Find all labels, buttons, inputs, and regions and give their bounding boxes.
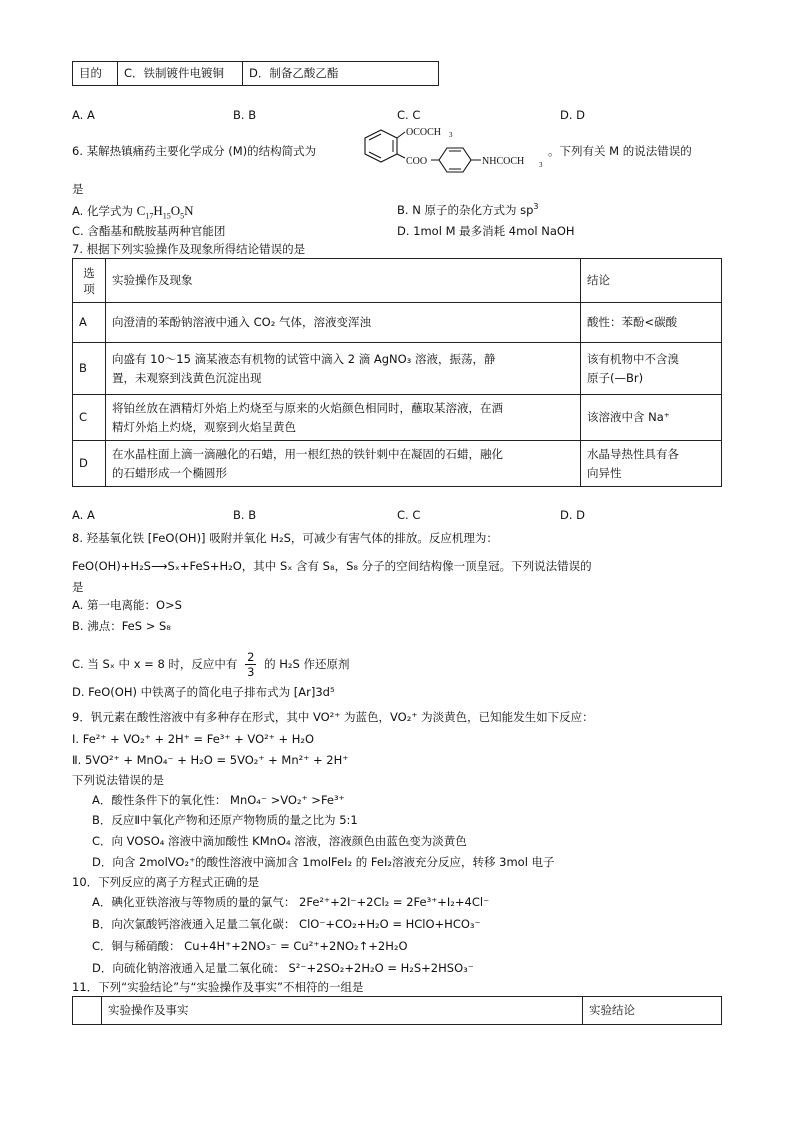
q6-option-b-sup: 3 <box>533 202 539 212</box>
q7-stem: 7. 根据下列实验操作及现象所得结论错误的是 <box>72 242 306 256</box>
q9-stem: 下列说法错误的是 <box>72 773 164 787</box>
structure-formula-m <box>345 124 555 182</box>
q10-option-c: C．铜与稀硝酸： Cu+4H⁺+2NO₃⁻ = Cu²⁺+2NO₂↑+2H₂O <box>92 939 408 953</box>
q7-row-c-op-line2: 精灯外焰上灼烧，观察到火焰呈黄色 <box>112 419 296 434</box>
q7-row-b-option: B <box>73 343 106 395</box>
q9-option-b: B．反应Ⅱ中氧化产物和还原产物物质的量之比为 5:1 <box>92 813 358 827</box>
q7-row-d-op-line1: 在水晶柱面上滴一滴融化的石蜡，用一根红热的铁针刺中在凝固的石蜡，融化 <box>112 446 503 461</box>
q9-reaction-1: Ⅰ. Fe²⁺ + VO₂⁺ + 2H⁺ = Fe³⁺ + VO²⁺ + H₂O <box>72 732 315 746</box>
q8-fraction-numerator: 2 <box>247 650 255 664</box>
q7-row-d-operation <box>106 441 581 487</box>
q8-line1: 8. 羟基氧化铁 [FeO(OH)] 吸附并氧化 H₂S，可减少有害气体的排放。反应机理为： <box>72 531 498 545</box>
q7-row-c-conclusion: 该溶液中含 Na⁺ <box>581 395 722 441</box>
q8-line3: 是 <box>72 580 84 594</box>
q10-option-b: B．向次氯酸钙溶液通入足量二氧化碳： ClO⁻+CO₂+H₂O = HClO+HCO₃⁻ <box>92 917 481 931</box>
top-table-cell-purpose: 目的 <box>73 62 118 86</box>
q6-option-d: D. 1mol M 最多消耗 4mol NaOH <box>397 224 575 238</box>
q7-row-c-option: C <box>73 395 106 441</box>
q7-row-b-con-line1: 该有机物中不含溴 <box>587 351 679 366</box>
q10-option-a: A．碘化亚铁溶液与等物质的量的氯气： 2Fe²⁺+2I⁻+2Cl₂ = 2Fe³⁺+I₂+4Cl⁻ <box>92 895 490 909</box>
q11-stem: 11．下列“实验结论”与“实验操作及事实”不相符的一组是 <box>72 980 364 994</box>
answer-c: C. C <box>397 108 421 122</box>
top-table <box>72 61 439 86</box>
q6-stem-part2: 。下列有关 M 的说法错误的 <box>548 144 692 158</box>
q7-row-d-option: D <box>73 441 106 487</box>
struct-sub-3: 3 <box>539 161 543 169</box>
q7-row-a-operation: 向澄清的苯酚钠溶液中通入 CO₂ 气体，溶液变浑浊 <box>106 303 581 343</box>
q7-header-conclusion: 结论 <box>581 259 722 303</box>
q11-header-conclusion: 实验结论 <box>583 997 722 1025</box>
q7-row-d-con-line2: 向异性 <box>587 465 622 480</box>
q11-table <box>72 996 722 1025</box>
answer-b-2: B. B <box>233 508 257 522</box>
answer-options-row-2 <box>0 508 794 524</box>
q7-row-b-op-line2: 置，未观察到浅黄色沉淀出现 <box>112 370 262 385</box>
q7-row-a-option: A <box>73 303 106 343</box>
q6-stem-part3: 是 <box>72 182 84 196</box>
q6-option-c: C. 含酯基和酰胺基两种官能团 <box>72 224 226 238</box>
q11-header-operation: 实验操作及事实 <box>102 997 583 1025</box>
q8-option-a: A. 第一电离能：O>S <box>72 598 182 612</box>
q7-row-d-conclusion <box>581 441 722 487</box>
q7-row-d-op-line2: 的石蜡形成一个椭圆形 <box>112 465 227 480</box>
q7-header-option <box>73 259 106 303</box>
q7-header-operation: 实验操作及现象 <box>106 259 581 303</box>
answer-d-2: D. D <box>560 508 586 522</box>
struct-label-coo: COO <box>406 156 428 167</box>
q9-option-c: C．向 VOSO₄ 溶液中滴加酸性 KMnO₄ 溶液，溶液颜色由蓝色变为淡黄色 <box>92 834 467 848</box>
answer-d: D. D <box>560 108 586 122</box>
top-table-cell-d: D．制备乙酸乙酯 <box>243 62 439 86</box>
answer-options-row <box>0 108 794 124</box>
q8-option-b: B. 沸点：FeS > S₈ <box>72 619 171 633</box>
q7-row-b-con-line2: 原子(—Br) <box>587 370 644 385</box>
q7-row-b-operation <box>106 343 581 395</box>
q6-option-a-label: A. 化学式为 <box>72 204 137 218</box>
q7-row-b-conclusion <box>581 343 722 395</box>
q8-option-c <box>72 650 349 679</box>
answer-a: A. A <box>72 108 95 122</box>
struct-label-ococh3: OCOCH <box>406 127 442 138</box>
q7-row-b-op-line1: 向盛有 10～15 滴某液态有机物的试管中滴入 2 滴 AgNO₃ 溶液，振荡，静 <box>112 351 496 366</box>
q9-option-a: A．酸性条件下的氧化性： MnO₄⁻ >VO₂⁺ >Fe³⁺ <box>92 793 345 807</box>
q7-row-d-con-line1: 水晶导热性具有各 <box>587 446 679 461</box>
q9-option-d: D．向含 2molVO₂⁺的酸性溶液中滴加含 1molFeI₂ 的 FeI₂溶液充分反应，转移 3mol 电子 <box>92 855 555 869</box>
q8-option-d: D. FeO(OH) 中铁离子的简化电子排布式为 [Ar]3d⁵ <box>72 685 335 699</box>
struct-sub-1: 3 <box>449 131 453 139</box>
q8-fraction <box>245 650 256 679</box>
q11-header-blank <box>73 997 102 1025</box>
answer-a-2: A. A <box>72 508 95 522</box>
q6-stem-part1: 6. 某解热镇痛药主要化学成分 (M)的结构简式为 <box>72 144 317 158</box>
struct-label-nhcoch3: NHCOCH <box>482 156 525 167</box>
q6-option-b-label: B. N 原子的杂化方式为 sp <box>397 203 534 217</box>
q9-line1: 9．钒元素在酸性溶液中有多种存在形式，其中 VO²⁺ 为蓝色，VO₂⁺ 为淡黄色，已知能发生如下反应： <box>72 710 594 724</box>
q9-reaction-2: Ⅱ. 5VO²⁺ + MnO₄⁻ + H₂O = 5VO₂⁺ + Mn²⁺ + 2H⁺ <box>72 753 349 767</box>
q7-table <box>72 258 722 487</box>
answer-b: B. B <box>233 108 257 122</box>
q10-option-d: D．向硫化钠溶液通入足量二氧化硫： S²⁻+2SO₂+2H₂O = H₂S+2HSO₃⁻ <box>92 961 474 975</box>
q8-option-c-post: 的 H₂S 作还原剂 <box>264 657 350 671</box>
q7-row-c-op-line1: 将铂丝放在酒精灯外焰上灼烧至与原来的火焰颜色相同时，蘸取某溶液，在酒 <box>112 400 503 415</box>
q6-option-a <box>72 202 193 220</box>
answer-c-2: C. C <box>397 508 421 522</box>
q7-header-option-label: 选项 <box>83 265 95 296</box>
q6-option-a-formula: $C_{17}H_{15}O_5N$ <box>136 203 194 221</box>
top-table-cell-c: C．铁制镀件电镀铜 <box>118 62 243 86</box>
q10-stem: 10．下列反应的离子方程式正确的是 <box>72 875 260 889</box>
q7-row-a-conclusion: 酸性：苯酚<碳酸 <box>581 303 722 343</box>
q8-fraction-denominator: 3 <box>247 665 255 679</box>
q7-row-c-operation <box>106 395 581 441</box>
q8-option-c-pre: C. 当 Sₓ 中 x = 8 时，反应中有 <box>72 657 238 671</box>
q8-line2: FeO(OH)+H₂S⟶Sₓ+FeS+H₂O，其中 Sₓ 含有 S₈，S₈ 分子的空间结构像一顶皇冠。下列说法错误的 <box>72 559 592 573</box>
q6-option-b <box>397 202 539 219</box>
